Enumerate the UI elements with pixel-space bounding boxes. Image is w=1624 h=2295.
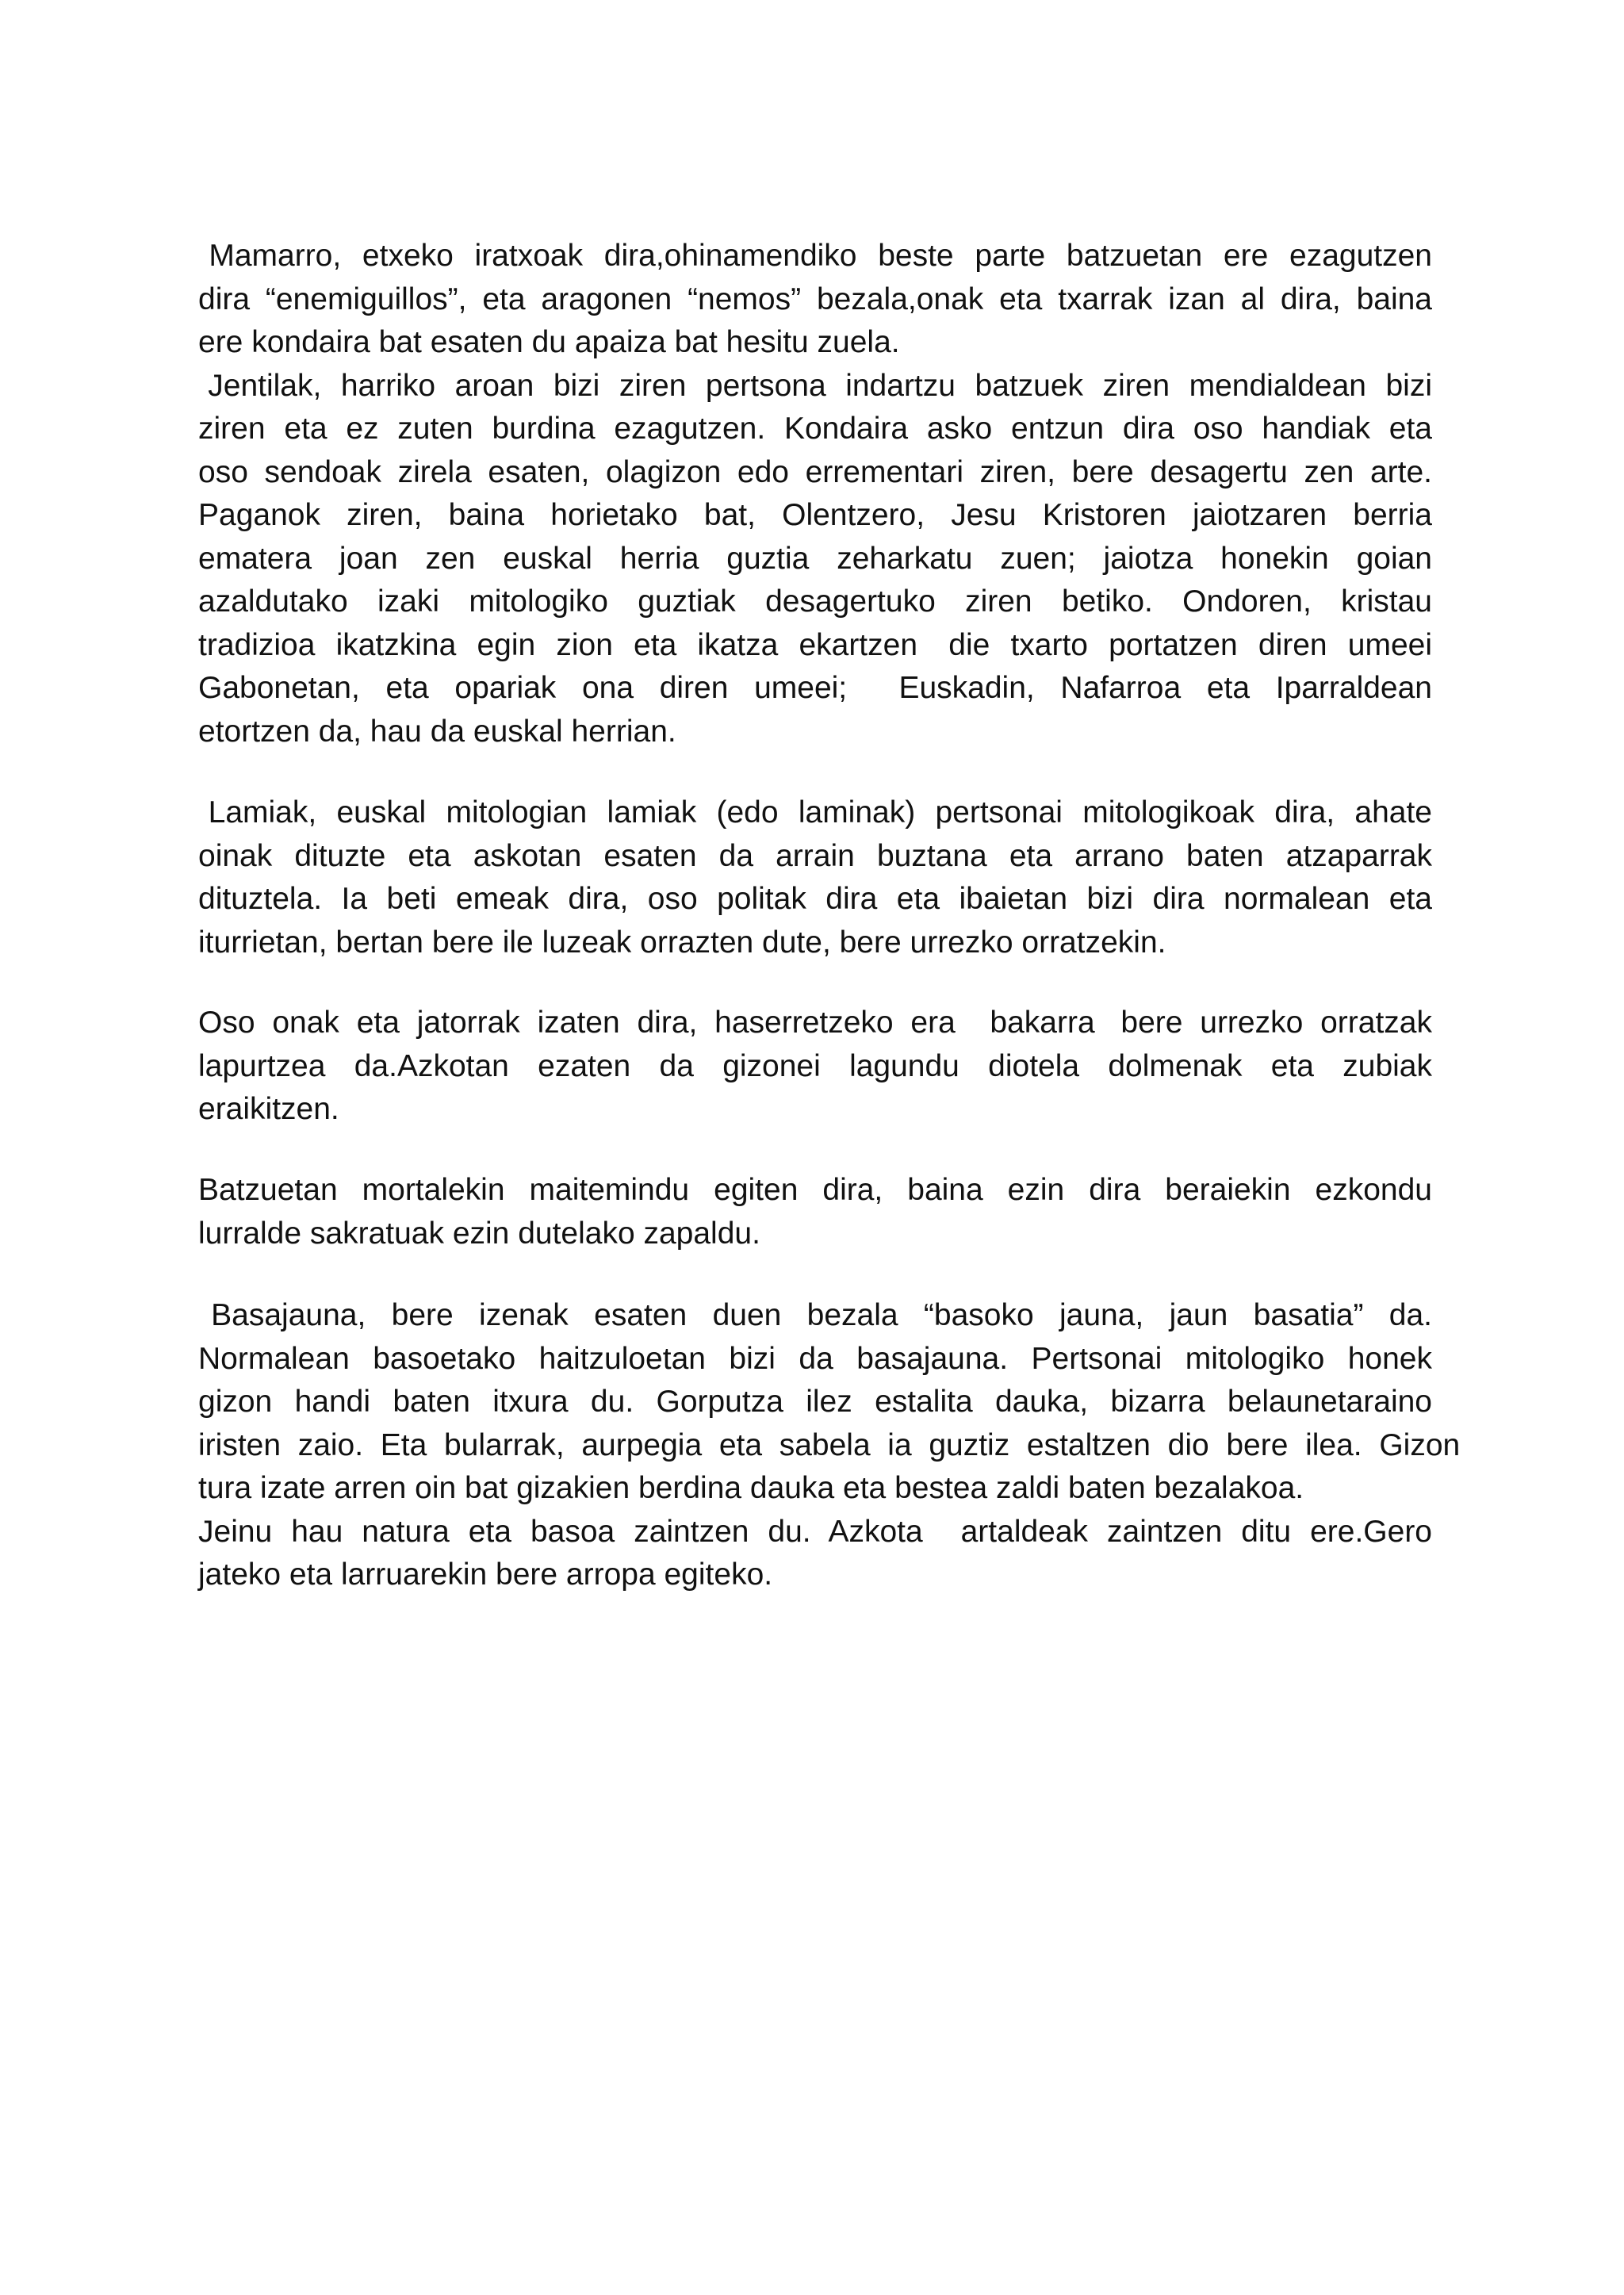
text-line: Jentilak, harriko aroan bizi ziren pertsona indartzu batzuek ziren mendialdean bizi xyxy=(198,368,1432,403)
text-line: oso sendoak zirela esaten, olagizon edo errementari ziren, bere desagertu zen arte. xyxy=(198,454,1432,489)
paragraph-batzuetan xyxy=(198,1169,1432,1255)
text-line: ere kondaira bat esaten du apaiza bat hesitu zuela. xyxy=(198,325,900,359)
text-line: tradizioa ikatzkina egin zion eta ikatza ekartzen die txarto portatzen diren umeei xyxy=(198,627,1432,662)
text-line: Lamiak, euskal mitologian lamiak (edo laminak) pertsonai mitologikoak dira, ahate xyxy=(198,795,1432,829)
text-line: Gabonetan, eta opariak ona diren umeei; Euskadin, Nafarroa eta Iparraldean xyxy=(198,671,1432,705)
text-line: ziren eta ez zuten burdina ezagutzen. Kondaira asko entzun dira oso handiak eta xyxy=(198,412,1432,446)
text-line: Batzuetan mortalekin maitemindu egiten dira, baina ezin dira beraiekin ezkondu xyxy=(198,1173,1432,1207)
text-line: azaldutako izaki mitologiko guztiak desagertuko ziren betiko. Ondoren, kristau xyxy=(198,584,1432,619)
text-line: Jeinu hau natura eta basoa zaintzen du. Azkota artaldeak zaintzen ditu ere.Gero xyxy=(198,1514,1432,1549)
text-line: lurralde sakratuak ezin dutelako zapaldu. xyxy=(198,1216,760,1251)
text-line: eraikitzen. xyxy=(198,1092,339,1126)
text-line: iristen zaio. Eta bularrak, aurpegia eta sabela ia guztiz estaltzen dio bere ilea. Gizon xyxy=(198,1427,1461,1462)
text-line: dira “enemiguillos”, eta aragonen “nemos” bezala,onak eta txarrak izan al dira, baina xyxy=(198,282,1432,316)
text-line: oinak dituzte eta askotan esaten da arrain buztana eta arrano baten atzaparrak xyxy=(198,838,1432,873)
paragraph-mamarro-jentilak xyxy=(198,235,1432,753)
text-line: Paganok ziren, baina horietako bat, Olentzero, Jesu Kristoren jaiotzaren berria xyxy=(198,498,1432,532)
text-line: gizon handi baten itxura du. Gorputza ilez estalita dauka, bizarra belaunetaraino xyxy=(198,1385,1432,1419)
text-line: dituztela. Ia beti emeak dira, oso politak dira eta ibaietan bizi dira normalean eta xyxy=(198,882,1432,916)
paragraph-basajauna xyxy=(198,1294,1461,1597)
text-line: Normalean basoetako haitzuloetan bizi da basajauna. Pertsonai mitologiko honek xyxy=(198,1341,1432,1376)
text-line: ematera joan zen euskal herria guztia zeharkatu zuen; jaiotza honekin goian xyxy=(198,541,1432,576)
text-line: tura izate arren oin bat gizakien berdina dauka eta bestea zaldi baten bezalakoa. xyxy=(198,1471,1304,1505)
text-line: Mamarro, etxeko iratxoak dira,ohinamendiko beste parte batzuetan ere ezagutzen xyxy=(198,239,1432,273)
text-line: etortzen da, hau da euskal herrian. xyxy=(198,714,676,749)
text-line: jateko eta larruarekin bere arropa egiteko. xyxy=(198,1557,773,1592)
text-line: lapurtzea da.Azkotan ezaten da gizonei lagundu diotela dolmenak eta zubiak xyxy=(198,1048,1432,1083)
text-line: Basajauna, bere izenak esaten duen bezala “basoko jauna, jaun basatia” da. xyxy=(198,1298,1432,1332)
paragraph-lamiak xyxy=(198,791,1432,964)
text-line: iturrietan, bertan bere ile luzeak orrazten dute, bere urrezko orratzekin. xyxy=(198,925,1166,960)
paragraph-oso-onak xyxy=(198,1002,1432,1132)
text-line: Oso onak eta jatorrak izaten dira, haserretzeko era bakarra bere urrezko orratzak xyxy=(198,1006,1432,1040)
